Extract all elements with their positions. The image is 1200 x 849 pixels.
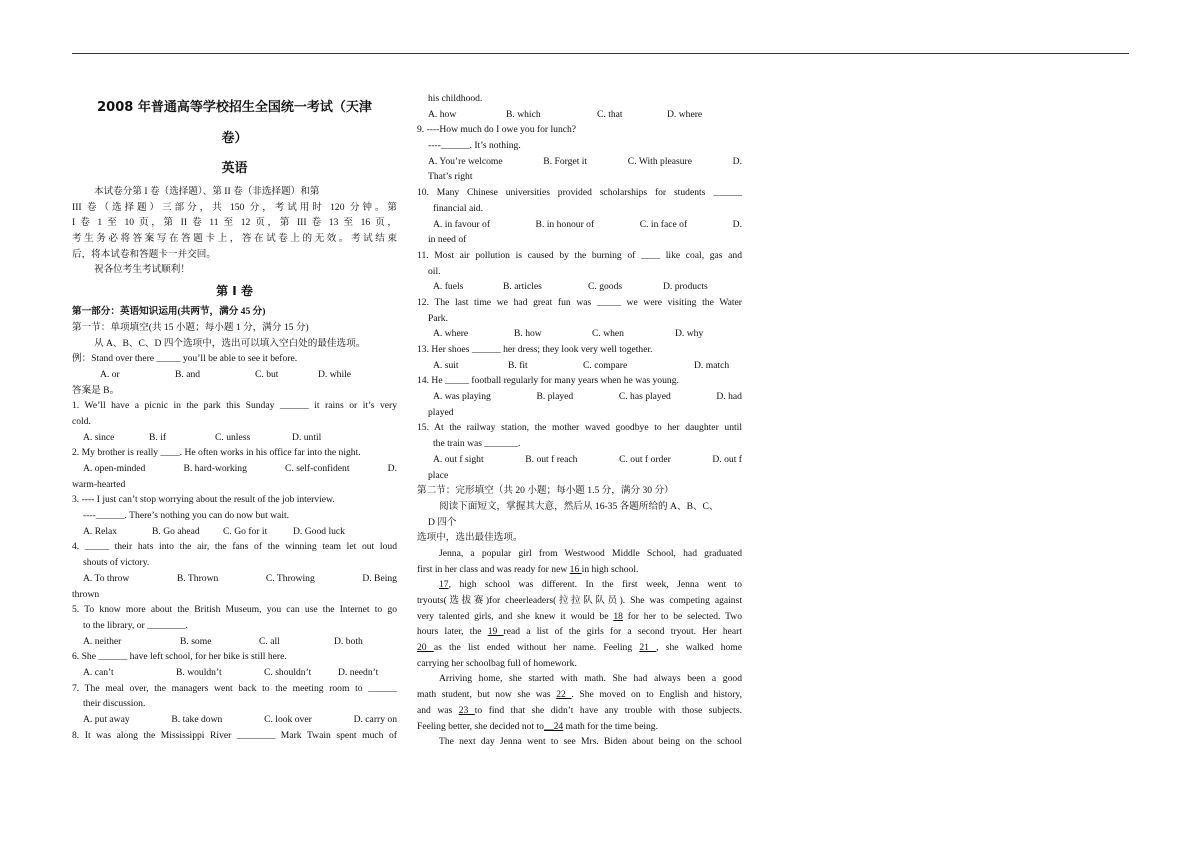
option: B. played bbox=[536, 391, 574, 403]
option: A. Relax bbox=[83, 525, 118, 537]
option: D. bbox=[732, 155, 742, 167]
sec1-instruction: 从 A、B、C、D 四个选项中，选出可以填入空白处的最佳选项。 bbox=[94, 337, 366, 349]
question-stem: 7. The meal over, the managers went back to the meeting room to ______ bbox=[72, 682, 397, 694]
question-stem: 3. ---- I just can’t stop worrying about the result of the job interview. bbox=[72, 494, 335, 506]
option: C. Throwing bbox=[265, 572, 315, 584]
question-stem: 15. At the railway station, the mother waved goodbye to her daughter until bbox=[417, 422, 742, 434]
option: C. has played bbox=[618, 391, 671, 403]
intro-line: I 卷 1 至 10 页，第 II 卷 11 至 12 页，第 III 卷 13 至 16 页， bbox=[72, 217, 397, 229]
question-options-cont: in need of bbox=[428, 234, 467, 246]
option: A. was playing bbox=[433, 391, 491, 403]
option: A. or bbox=[100, 368, 120, 380]
passage-text: as the list ended without her name. Feeling bbox=[433, 642, 640, 654]
option: B. take down bbox=[171, 714, 223, 725]
passage-text: Feeling better, she decided not to bbox=[417, 720, 544, 732]
question-options bbox=[417, 452, 742, 468]
option: B. some bbox=[180, 635, 212, 647]
question-stem: to the library, or ________. bbox=[83, 619, 188, 631]
passage-text: , high school was different. In the first week, Jenna went to bbox=[448, 579, 742, 591]
passage-text: read a list of the girls for a second tryout. Her heart bbox=[503, 626, 742, 638]
example-answer: 答案是 B。 bbox=[72, 384, 120, 396]
intro-line: 后，将本试卷和答题卡一并交回。 bbox=[72, 248, 216, 260]
right-column bbox=[417, 91, 742, 750]
passage-text: . She moved on to English and history, bbox=[571, 689, 742, 701]
option: C. shouldn’t bbox=[264, 666, 312, 678]
question-options bbox=[417, 217, 742, 233]
option: D. Good luck bbox=[293, 525, 345, 537]
question-stem: ----______. It’s nothing. bbox=[428, 140, 521, 152]
blank-22: 22 bbox=[556, 689, 572, 701]
exam-title-line1: 2008 年普通高等学校招生全国统一考试（天津 bbox=[97, 100, 372, 115]
question-options bbox=[417, 154, 742, 170]
blank-24: __24 bbox=[543, 720, 564, 732]
option: B. how bbox=[514, 328, 542, 340]
question-options bbox=[417, 107, 742, 123]
left-column bbox=[72, 92, 397, 743]
passage-line: carrying her schoolbag full of homework. bbox=[417, 657, 577, 669]
option: B. articles bbox=[503, 281, 542, 293]
example-stem: 例：Stand over there _____ you’ll be able to see it before. bbox=[72, 353, 298, 365]
passage-text: first in her class and was ready for new bbox=[417, 563, 570, 575]
option: A. open-minded bbox=[83, 463, 146, 474]
question-stem: 10. Many Chinese universities provided scholarships for students ______ bbox=[417, 187, 742, 199]
passage-line bbox=[417, 609, 742, 625]
question-options-cont: thrown bbox=[72, 588, 100, 600]
question-options-cont: warm-hearted bbox=[72, 478, 126, 490]
question-stem: his childhood. bbox=[428, 93, 483, 104]
option: C. when bbox=[592, 328, 624, 340]
passage-text: math student, but now she was bbox=[417, 689, 557, 701]
option: C. compare bbox=[583, 359, 628, 371]
question-stem: the train was _______. bbox=[433, 438, 521, 450]
question-options bbox=[72, 430, 397, 446]
option: C. unless bbox=[215, 431, 251, 443]
question-stem: oil. bbox=[428, 265, 441, 277]
option: B. which bbox=[506, 108, 541, 120]
option: D. products bbox=[663, 281, 708, 293]
passage-line: tryouts(选拔赛)for cheerleaders(拉拉队队员). She was competing against bbox=[417, 595, 742, 606]
question-stem: ----______. There’s nothing you can do now but wait. bbox=[83, 510, 290, 522]
example-options bbox=[72, 367, 397, 383]
question-stem: 14. He _____ football regularly for many years when he was young. bbox=[417, 375, 679, 387]
option: A. can’t bbox=[83, 666, 114, 678]
question-stem: 5. To know more about the British Museum, you can use the Internet to go bbox=[72, 604, 397, 616]
question-options-cont: That’s right bbox=[428, 171, 473, 183]
option: D. needn’t bbox=[338, 666, 379, 678]
option: C. With pleasure bbox=[627, 155, 692, 167]
option: D. match bbox=[694, 359, 730, 371]
option: D. both bbox=[334, 635, 363, 647]
section-volume-title: 第 I 卷 bbox=[216, 284, 253, 299]
option: D. while bbox=[318, 368, 352, 380]
option: D. out f bbox=[712, 453, 742, 465]
option: D. carry on bbox=[353, 714, 397, 725]
question-options bbox=[72, 571, 397, 587]
question-options-cont: played bbox=[428, 406, 454, 418]
question-options bbox=[72, 461, 397, 477]
option: D. until bbox=[292, 431, 322, 443]
sec1-heading: 第一节：单项填空(共 15 小题；每小题 1 分，满分 15 分) bbox=[72, 321, 309, 333]
intro-line: III 卷（选择题）三部分，共 150 分，考试用时 120 分钟。第 bbox=[72, 201, 397, 213]
passage-text: hours later, the bbox=[417, 626, 488, 638]
intro-line: 考生务必将答案写在答题卡上，答在试卷上的无效。考试结束 bbox=[72, 233, 397, 245]
passage-text: to find that she didn’t have any trouble with those subjects. bbox=[474, 704, 742, 716]
sec2-instruction: D 四个 bbox=[428, 516, 457, 528]
option: B. Thrown bbox=[176, 572, 219, 584]
question-stem: 12. The last time we had great fun was _____ we were visiting the Water bbox=[417, 296, 742, 308]
question-stem: Park. bbox=[428, 312, 448, 324]
option: C. Go for it bbox=[223, 525, 268, 537]
option: A. where bbox=[433, 328, 469, 340]
option: C. goods bbox=[588, 281, 623, 293]
option: A. out f sight bbox=[433, 453, 484, 465]
question-options bbox=[72, 524, 397, 540]
passage-text: for her to be selected. Two bbox=[622, 610, 742, 622]
blank-23: 23 bbox=[458, 704, 475, 716]
question-stem: 2. My brother is really ____. He often works in his office far into the night. bbox=[72, 447, 361, 459]
passage-text: and was bbox=[417, 704, 459, 716]
subject-title: 英语 bbox=[221, 161, 248, 176]
passage-line: Jenna, a popular girl from Westwood Middle School, had graduated bbox=[439, 547, 742, 559]
blank-21: 21 bbox=[639, 642, 657, 654]
option: B. fit bbox=[508, 359, 528, 371]
option: D. bbox=[387, 463, 397, 474]
intro-line: 祝各位考生考试顺利！ bbox=[94, 264, 190, 276]
question-options bbox=[417, 279, 742, 295]
passage-text: , she walked home bbox=[656, 642, 742, 654]
option: B. if bbox=[149, 431, 167, 443]
option: B. out f reach bbox=[525, 453, 578, 465]
question-stem: 1. We’ll have a picnic in the park this Sunday ______ it rains or it’s very bbox=[72, 400, 397, 412]
option: A. how bbox=[428, 108, 457, 120]
option: C. that bbox=[597, 108, 623, 120]
sec2-instruction: 选项中，选出最佳选项。 bbox=[417, 532, 523, 544]
option: B. wouldn’t bbox=[176, 666, 222, 678]
passage-text: math for the time being. bbox=[563, 720, 659, 732]
blank-17: 17 bbox=[439, 579, 449, 591]
question-stem: 13. Her shoes ______ her dress; they look very well together. bbox=[417, 344, 653, 355]
blank-20: 20 bbox=[417, 642, 434, 654]
question-stem: 8. It was along the Mississippi River ________ Mark Twain spent much of bbox=[72, 729, 397, 741]
option: C. all bbox=[259, 635, 280, 647]
option: C. out f order bbox=[619, 453, 671, 465]
option: A. put away bbox=[83, 714, 130, 725]
question-stem: their discussion. bbox=[83, 698, 146, 710]
passage-line bbox=[417, 687, 742, 703]
question-options-cont: place bbox=[428, 469, 449, 481]
passage-line bbox=[417, 703, 742, 719]
option: B. Forget it bbox=[543, 155, 588, 167]
option: D. had bbox=[716, 391, 742, 403]
blank-16: 16 bbox=[569, 563, 582, 575]
question-options bbox=[417, 326, 742, 342]
passage-line: The next day Jenna went to see Mrs. Biden about being on the school bbox=[439, 736, 742, 748]
option: C. self-confident bbox=[285, 463, 350, 474]
passage-text: in high school. bbox=[581, 563, 639, 575]
option: B. Go ahead bbox=[152, 525, 200, 537]
passage-text: very talented girls, and she knew it would be bbox=[417, 610, 614, 622]
question-stem: 9. ----How much do I owe you for lunch? bbox=[417, 124, 577, 136]
passage-line: Arriving home, she started with math. She had always been a good bbox=[439, 673, 742, 685]
blank-18: 18 bbox=[613, 610, 623, 622]
sec2-heading: 第二节：完形填空（共 20 小题；每小题 1.5 分，满分 30 分） bbox=[417, 485, 674, 497]
option: A. To throw bbox=[83, 572, 130, 584]
option: C. in face of bbox=[639, 218, 688, 230]
option: A. since bbox=[83, 431, 115, 443]
option: B. hard-working bbox=[183, 463, 247, 474]
option: C. look over bbox=[264, 714, 312, 725]
blank-19: 19 bbox=[487, 626, 504, 638]
passage-line bbox=[417, 719, 742, 735]
passage-line bbox=[417, 577, 742, 593]
question-stem: financial aid. bbox=[433, 202, 484, 214]
option: D. bbox=[732, 218, 742, 230]
option: A. fuels bbox=[433, 281, 464, 293]
top-rule bbox=[72, 53, 1129, 54]
question-options bbox=[72, 665, 397, 681]
question-options bbox=[417, 389, 742, 405]
option: A. in favour of bbox=[433, 218, 491, 230]
option: B. in honour of bbox=[535, 218, 595, 230]
passage-line bbox=[417, 624, 742, 640]
question-options bbox=[417, 358, 742, 374]
question-options bbox=[72, 634, 397, 650]
option: B. and bbox=[175, 368, 201, 380]
sec2-instruction: 阅读下面短文，掌握其大意，然后从 16-35 各题所给的 A、B、C、 bbox=[439, 500, 719, 512]
intro-line: 本试卷分第 I 卷（选择题）、第 II 卷（非选择题）和第 bbox=[94, 186, 320, 197]
question-stem: shouts of victory. bbox=[83, 557, 150, 569]
option: C. but bbox=[255, 368, 279, 380]
option: D. why bbox=[675, 328, 704, 340]
option: D. where bbox=[667, 108, 703, 120]
option: D. Being bbox=[362, 572, 397, 584]
option: A. You’re welcome bbox=[428, 155, 503, 167]
exam-title-line2: 卷） bbox=[221, 131, 248, 146]
question-stem: cold. bbox=[72, 415, 91, 427]
question-stem: 6. She ______ have left school, for her bike is still here. bbox=[72, 651, 287, 663]
passage-line bbox=[417, 640, 742, 656]
question-stem: 4. _____ their hats into the air, the fans of the winning team let out loud bbox=[72, 541, 397, 553]
option: A. suit bbox=[433, 359, 459, 371]
passage-line bbox=[417, 562, 742, 578]
option: A. neither bbox=[83, 635, 122, 647]
part1-heading: 第一部分：英语知识运用(共两节，满分 45 分) bbox=[72, 306, 266, 318]
question-options bbox=[72, 712, 397, 728]
question-stem: 11. Most air pollution is caused by the burning of ____ like coal, gas and bbox=[417, 249, 742, 261]
